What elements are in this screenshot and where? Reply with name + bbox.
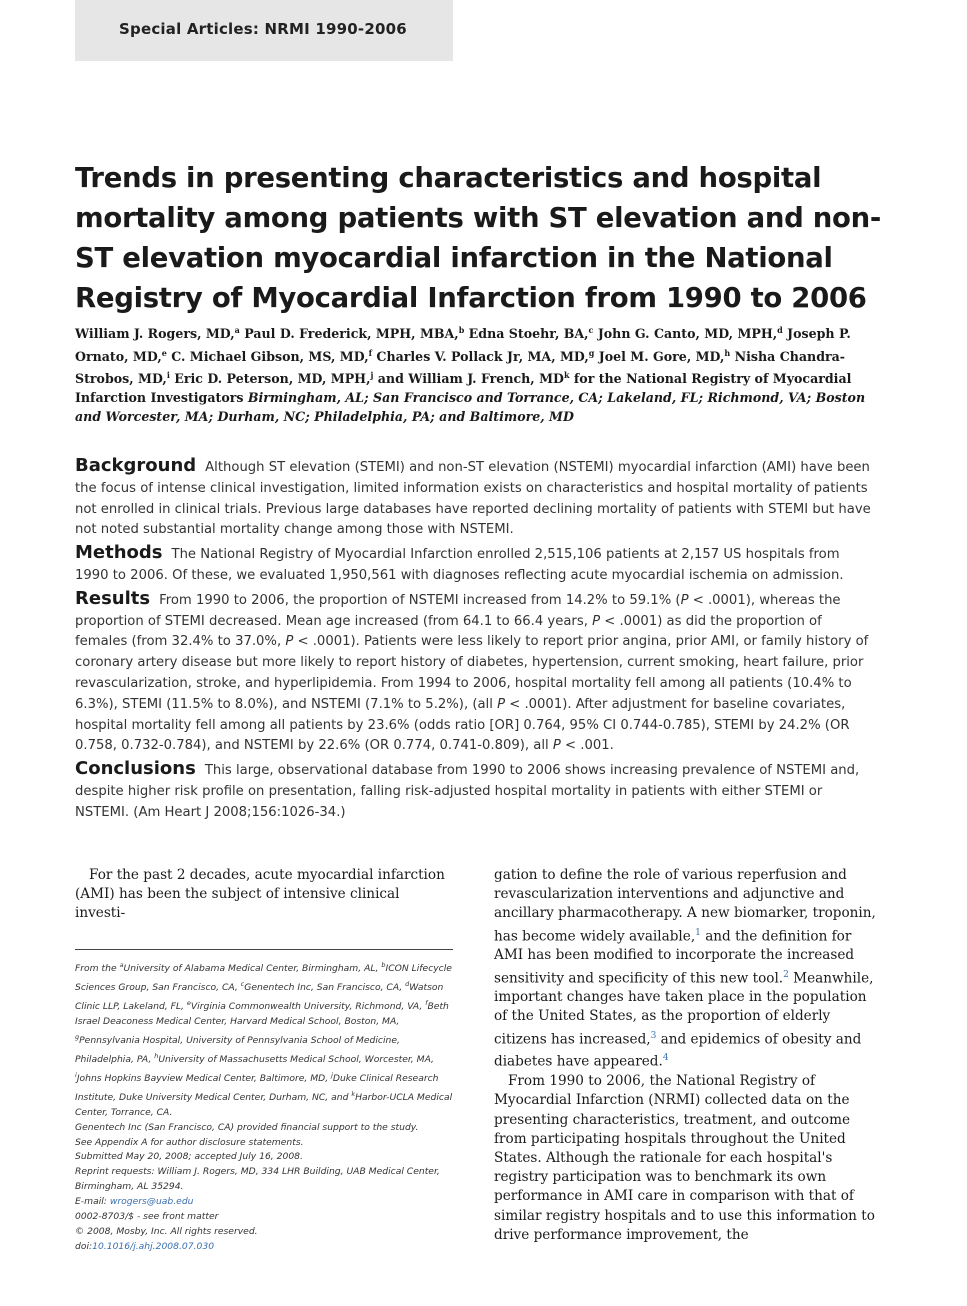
doi-link[interactable]: 10.1016/j.ahj.2008.07.030 <box>92 1240 215 1252</box>
footnotes <box>75 958 455 1255</box>
abstract-results: Results From 1990 to 2006, the proportion of NSTEMI increased from 14.2% to 59.1% (P < .0001), whereas the proportion of STEMI decreased. Mean age increased (from 64.1 to 66.4 years, P < .0001) as did the proportion of females (from 32.4% to 37.0%, P < .0001). Patients were less likely to report prior angina, prior AMI, or family history of coronary artery disease but more likely to report history of diabetes, hypertension, current smoking, heart failure, prior revascularization, stroke, and hyperlipidemia. From 1994 to 2006, hospital mortality fell among all patients (10.4% to 6.3%), STEMI (11.5% to 8.0%), and NSTEMI (7.1% to 5.2%), (all P < .0001). After adjustment for baseline covariates, hospital mortality fell among all patients by 23.6% (odds ratio [OR] 0.764, 95% CI 0.744-0.785), STEMI by 24.2% (OR 0.758, 0.732-0.784), and NSTEMI by 22.6% (OR 0.774, 0.741-0.809), all P < .001. <box>75 587 869 754</box>
body-left-column <box>75 866 445 924</box>
body-right-column <box>494 866 876 1245</box>
reference-link[interactable]: 4 <box>662 1053 669 1064</box>
author-locations: Birmingham, AL; San Francisco and Torrance, CA; Lakeland, FL; Richmond, VA; Boston and Worcester, MA; Durham, NC; Philadelphia, PA; and Baltimore, MD <box>75 390 866 424</box>
abstract-background <box>75 456 875 541</box>
author-group: for the National Registry of Myocardial Infarction Investigators <box>75 371 852 406</box>
background-heading: Background <box>75 455 197 476</box>
methods-text: The National Registry of Myocardial Infarction enrolled 2,515,106 patients at 2,157 US hospitals from 1990 to 2006. Of these, we evaluated 1,950,561 with diagnoses reflecting acute myocardial ischemia on admission. <box>75 547 844 583</box>
author: Eric D. Peterson, MD, MPH, <box>174 371 371 387</box>
abstract-conclusions <box>75 759 875 823</box>
author-list: William J. Rogers, MD,$^a$ Paul D. Frederick, MPH, MBA,$^b$ Edna Stoehr, BA,$^c$ John G. Canto, MD, MPH,$^d$ Joseph P. Ornato, MD,$^e$ C. Michael Gibson, MS, MD,$^f$ Charles V. Pollack Jr, MA, MD,$^g$ Joel M. Gore, MD,$^h$ Nisha Chandra-Strobos, MD,$^i$ Eric D. Peterson, MD, MPH,$^j$ and William J. French, $MD^k$ for the National Registry of Myocardial Infarction Investigators Birmingham, AL; San Francisco and Torrance, CA; Lakeland, FL; Richmond, VA; Boston and Worcester, MA; Durham, NC; Philadelphia, PA; and Baltimore, MD <box>75 325 866 424</box>
email-line: E-mail: wrogers@uab.edu <box>75 1196 194 1208</box>
abstract <box>75 456 875 826</box>
methods-heading: Methods <box>75 542 163 564</box>
author: Joseph P. Ornato, MD, <box>75 326 851 364</box>
issn: 0002-8703/$ - see front matter <box>75 1211 219 1223</box>
conclusions-heading: Conclusions <box>75 758 196 780</box>
email-link[interactable]: wrogers@uab.edu <box>109 1196 194 1208</box>
reprint-requests: Reprint requests: William J. Rogers, MD, 334 LHR Building, UAB Medical Center, Birmingham, AL 35294. <box>75 1166 440 1193</box>
section-tab <box>75 0 453 61</box>
reference-link[interactable]: 1 <box>695 927 701 938</box>
section-label: Special Articles: NRMI 1990-2006 <box>119 20 407 38</box>
author: C. Michael Gibson, MS, MD, <box>171 348 369 364</box>
reference-link[interactable]: 3 <box>650 1030 657 1041</box>
reference-link[interactable]: 2 <box>783 969 789 980</box>
body-paragraph: For the past 2 decades, acute myocardial infarction (AMI) has been the subject of intensive clinical investi- <box>75 867 445 922</box>
copyright: © 2008, Mosby, Inc. All rights reserved. <box>75 1225 258 1237</box>
disclosure-note: See Appendix A for author disclosure statements. <box>75 1136 304 1148</box>
affiliations: From the $^a$University of Alabama Medical Center, Birmingham, AL, $^b$ICON Lifecycle Sciences Group, San Francisco, CA, $^c$Genentech Inc, San Francisco, CA, $^d$Watson Clinic LLP, Lakeland, FL, $^e$Virginia Commonwealth University, Richmond, VA, $^f$Beth Israel Deaconess Medical Center, Harvard Medical School, Boston, MA, $^g$Pennsylvania Hospital, University of Pennsylvania School of Medicine, Philadelphia, PA, $^h$University of Massachusetts Medical School, Worcester, MA, $^i$Johns Hopkins Bayview Medical Center, Baltimore, MD, $^j$Duke Clinical Research Institute, Duke University Medical Center, Durham, NC, and $^k$Harbor-UCLA Medical Center, Torrance, CA. <box>75 961 453 1118</box>
author: Paul D. Frederick, MPH, MBA, <box>244 326 459 342</box>
footnote-divider <box>75 949 453 950</box>
article-title: Trends in presenting characteristics and hospital mortality among patients with ST elevation and non-ST elevation myocardial infarction in the National Registry of Myocardial Infarction from 1990 to 2006 <box>75 162 882 314</box>
body-paragraph: gation to define the role of various reperfusion and revascularization interventions and adjunctive and ancillary pharmacotherapy. A new biomarker, troponin, has become widely available,$^1$ and the definition for AMI has been modified to incorporate the increased sensitivity and specificity of this new tool.$^2$ Meanwhile, important changes have taken place in the population of the United States, as the proportion of elderly citizens has increased,$^3$ and epidemics of obesity and diabetes have appeared.$^4$ <box>494 867 876 1070</box>
author: Edna Stoehr, BA, <box>468 326 589 342</box>
author: John G. Canto, MD, MPH, <box>597 326 778 342</box>
results-heading: Results <box>75 587 151 609</box>
author: William J. Rogers, MD, <box>75 326 235 342</box>
conclusions-text: This large, observational database from 1990 to 2006 shows increasing prevalence of NSTEMI and, despite higher risk profile on presentation, falling risk-adjusted hospital mortality in patients with either STEMI or NSTEMI. <box>75 763 860 820</box>
abstract-methods <box>75 543 875 587</box>
body-paragraph: From 1990 to 2006, the National Registry of Myocardial Infarction (NRMI) collected data on the presenting characteristics, treatment, and outcome from participating hospitals throughout the United States. Although the rationale for each hospital's registry participation was to benchmark its own performance in AMI care in comparison with that of similar registry hospitals and to use this information to drive performance improvement, the <box>494 1073 875 1243</box>
author: Nisha Chandra-Strobos, MD, <box>75 348 846 387</box>
citation: (Am Heart J 2008;156:1026-34.) <box>133 804 346 820</box>
submission-dates: Submitted May 20, 2008; accepted July 16, 2008. <box>75 1151 303 1163</box>
doi-line: doi:10.1016/j.ahj.2008.07.030 <box>75 1240 215 1252</box>
financial-support: Genentech Inc (San Francisco, CA) provided financial support to the study. <box>75 1121 419 1133</box>
author: Joel M. Gore, MD, <box>598 348 725 364</box>
background-text: Although ST elevation (STEMI) and non-ST elevation (NSTEMI) myocardial infarction (AMI) have been the focus of intense clinical investigation, limited information exists on characteristics and hospital mortality of patients not enrolled in clinical trials. Previous large databases have reported declining mortality of patients with STEMI but have not noted substantial mortality change among those with NSTEMI. <box>75 460 871 538</box>
author: Charles V. Pollack Jr, MA, MD, <box>376 348 589 364</box>
author: and William J. French, MD <box>377 371 564 387</box>
